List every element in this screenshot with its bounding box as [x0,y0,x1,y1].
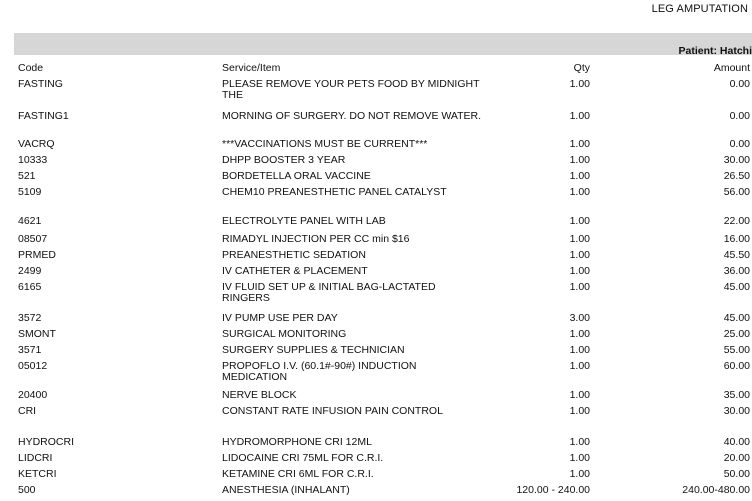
row-item: IV FLUID SET UP & INITIAL BAG-LACTATED RINGERS [222,281,436,304]
row-item: IV CATHETER & PLACEMENT [222,265,368,277]
row-amount: 45.50 [723,249,750,261]
row-code: 4621 [18,215,42,227]
row-amount: 26.50 [723,170,750,182]
row-qty: 1.00 [569,110,590,122]
row-code: 6165 [18,281,42,293]
row-item: SURGERY SUPPLIES & TECHNICIAN [222,344,405,356]
row-amount: 56.00 [723,186,750,198]
row-qty: 1.00 [569,170,590,182]
row-amount: 22.00 [723,215,750,227]
document-title: LEG AMPUTATION [651,3,748,15]
row-code: KETCRI [18,468,57,480]
row-amount: 36.00 [723,265,750,277]
row-item: PLEASE REMOVE YOUR PETS FOOD BY MIDNIGHT THE [222,78,480,101]
row-code: 3572 [18,312,42,324]
row-amount: 55.00 [723,344,750,356]
row-code: 2499 [18,265,42,277]
row-amount: 40.00 [723,436,750,448]
row-code: FASTING1 [18,110,69,122]
row-qty: 1.00 [569,233,590,245]
row-item: MORNING OF SURGERY. DO NOT REMOVE WATER. [222,110,482,122]
row-qty: 1.00 [569,215,590,227]
row-item: ELECTROLYTE PANEL WITH LAB [222,215,386,227]
row-qty: 1.00 [569,389,590,401]
row-amount: 30.00 [723,154,750,166]
row-item: NERVE BLOCK [222,389,297,401]
row-amount: 0.00 [729,110,750,122]
row-qty: 1.00 [569,436,590,448]
row-qty: 1.00 [569,186,590,198]
row-qty: 1.00 [569,468,590,480]
row-item: IV PUMP USE PER DAY [222,312,338,324]
row-item: HYDROMORPHONE CRI 12ML [222,436,372,448]
row-item: RIMADYL INJECTION PER CC min $16 [222,233,410,245]
row-code: SMONT [18,328,56,340]
row-code: PRMED [18,249,56,261]
row-amount: 30.00 [723,405,750,417]
row-amount: 50.00 [723,468,750,480]
row-amount: 16.00 [723,233,750,245]
column-qty-header: Qty [573,62,590,74]
row-qty: 1.00 [569,249,590,261]
row-qty: 1.00 [569,281,590,293]
row-item: PROPOFLO I.V. (60.1#-90#) INDUCTION MEDICATION [222,360,417,383]
column-code-header: Code [18,62,44,74]
row-code: HYDROCRI [18,436,75,448]
row-code: 05012 [18,360,48,372]
row-amount: 25.00 [723,328,750,340]
row-item: SURGICAL MONITORING [222,328,347,340]
row-qty: 1.00 [569,452,590,464]
row-amount: 240.00-480.00 [682,484,750,496]
row-item: DHPP BOOSTER 3 YEAR [222,154,346,166]
row-item: LIDOCAINE CRI 75ML FOR C.R.I. [222,452,384,464]
row-code: 20400 [18,389,48,401]
row-qty: 1.00 [569,405,590,417]
row-code: CRI [18,405,37,417]
row-qty: 3.00 [569,312,590,324]
row-item: PREANESTHETIC SEDATION [222,249,366,261]
row-amount: 0.00 [729,138,750,150]
row-item: ***VACCINATIONS MUST BE CURRENT*** [222,138,428,150]
row-item: ANESTHESIA (INHALANT) [222,484,350,496]
row-code: 5109 [18,186,42,198]
row-qty: 1.00 [569,138,590,150]
row-code: 3571 [18,344,42,356]
row-amount: 20.00 [723,452,750,464]
column-amount-header: Amount [713,62,750,74]
row-code: VACRQ [18,138,55,150]
row-qty: 1.00 [569,154,590,166]
row-qty: 1.00 [569,360,590,372]
row-qty: 120.00 - 240.00 [516,484,590,496]
row-amount: 45.00 [723,312,750,324]
row-item: CHEM10 PREANESTHETIC PANEL CATALYST [222,186,447,198]
row-item: BORDETELLA ORAL VACCINE [222,170,371,182]
row-code: FASTING [18,78,63,90]
row-amount: 60.00 [723,360,750,372]
row-amount: 45.00 [723,281,750,293]
row-amount: 0.00 [729,78,750,90]
row-qty: 1.00 [569,78,590,90]
patient-label: Patient: Hatchi [678,45,752,57]
row-code: 08507 [18,233,48,245]
row-item: CONSTANT RATE INFUSION PAIN CONTROL [222,405,443,417]
row-qty: 1.00 [569,344,590,356]
row-item: KETAMINE CRI 6ML FOR C.R.I. [222,468,374,480]
row-amount: 35.00 [723,389,750,401]
row-code: 10333 [18,154,48,166]
row-qty: 1.00 [569,328,590,340]
row-code: 521 [18,170,36,182]
row-code: 500 [18,484,36,496]
row-qty: 1.00 [569,265,590,277]
column-item-header: Service/Item [222,62,281,74]
row-code: LIDCRI [18,452,53,464]
